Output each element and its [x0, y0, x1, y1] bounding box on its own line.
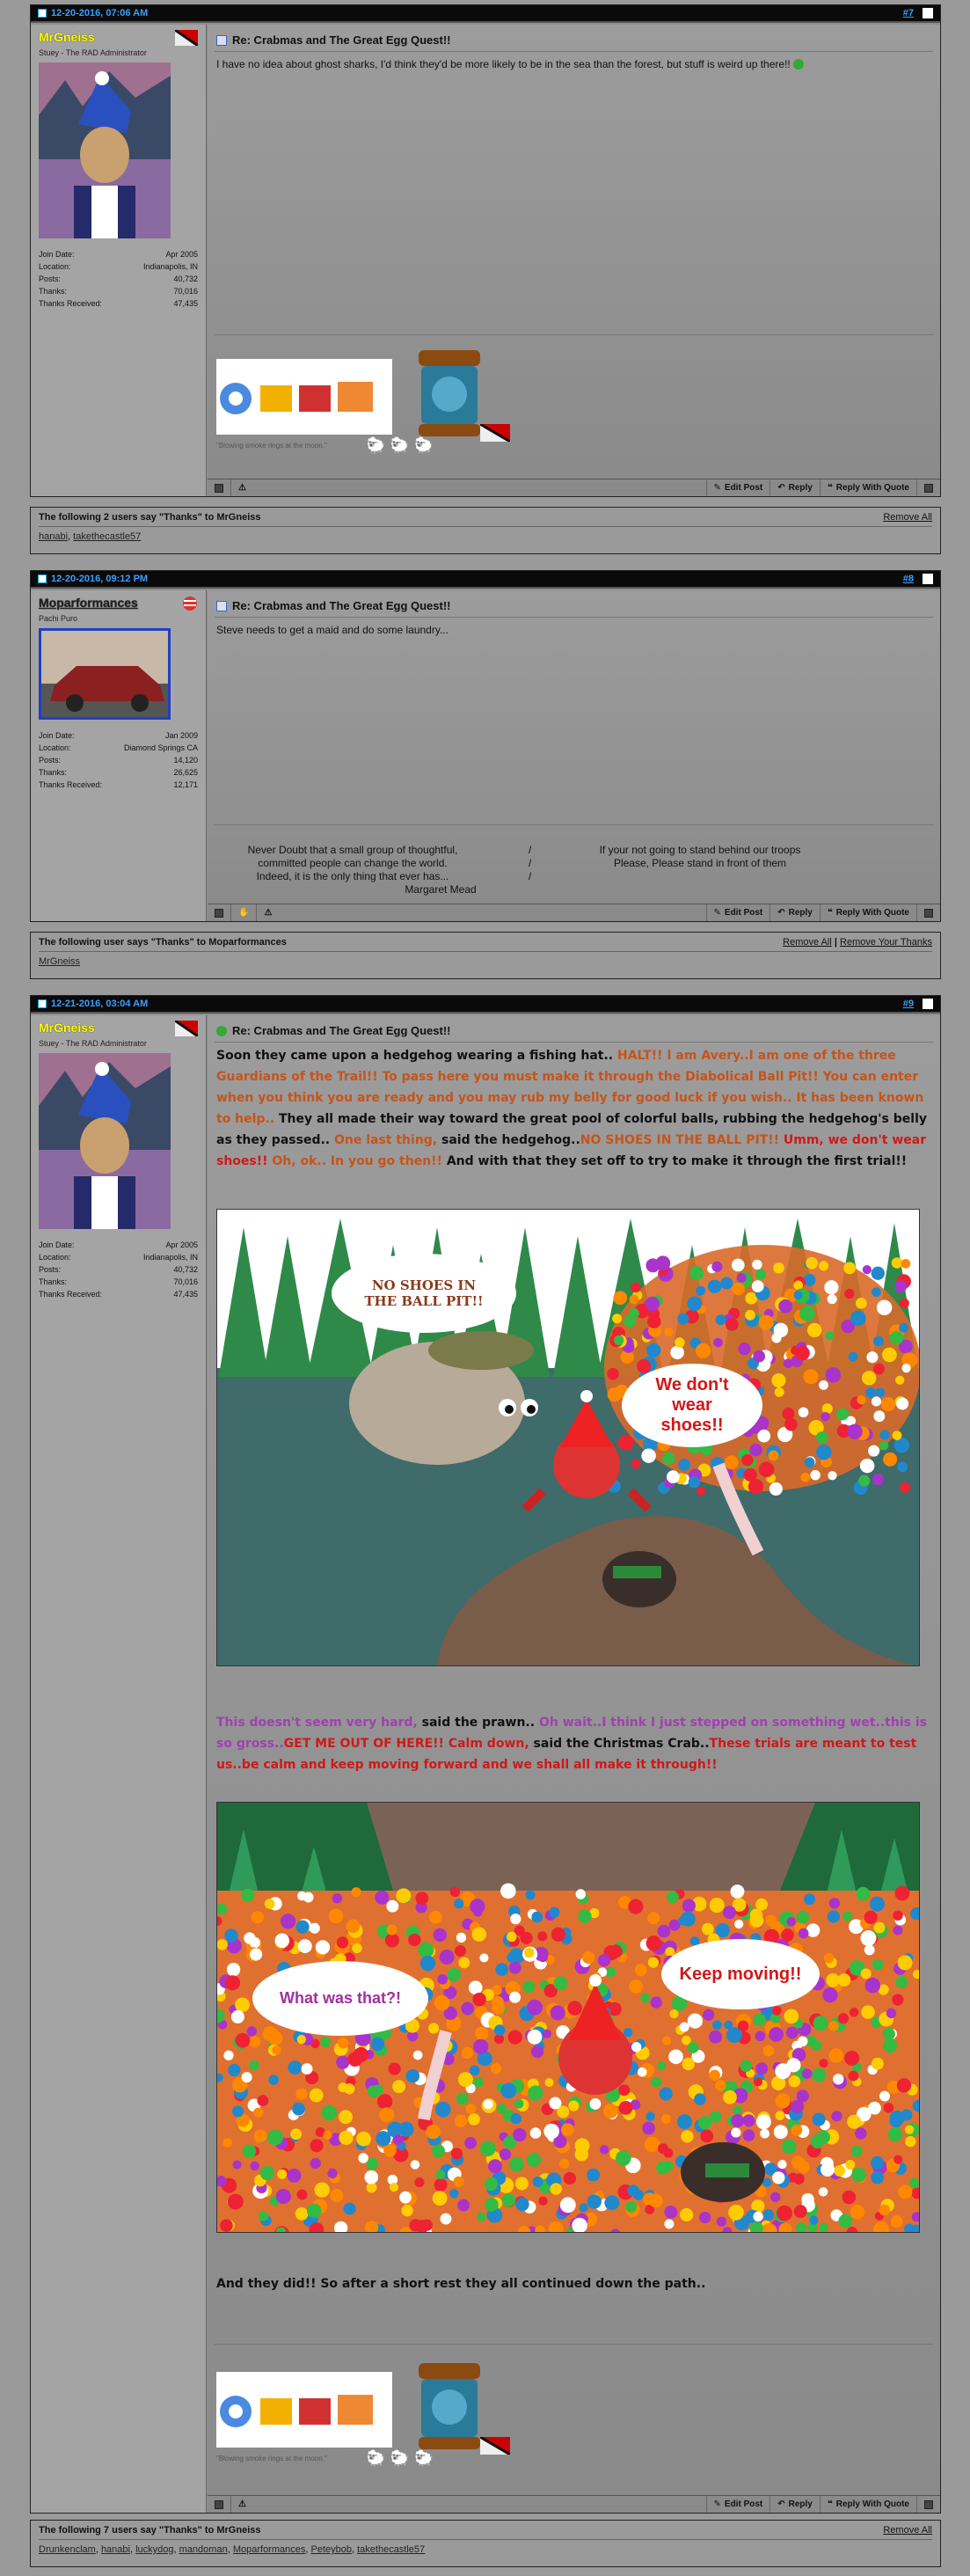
- thanks-user-link[interactable]: hanabi: [39, 531, 69, 542]
- post-9: [30, 995, 941, 2514]
- signature-banner: [216, 2372, 392, 2448]
- thanks-names: hanabi, takethecastle57: [39, 531, 142, 542]
- smiley-icon: [793, 59, 804, 70]
- post-icon: [38, 999, 47, 1008]
- user-title: Pachi Puro: [39, 614, 78, 623]
- report-icon[interactable]: [208, 904, 230, 921]
- jar-image: [414, 2363, 485, 2451]
- speech-bubble: What was that?!: [252, 1961, 428, 2036]
- post-footer: [208, 904, 940, 921]
- thanks-names: [39, 956, 932, 967]
- signature-line: Please, Please stand in front of them: [613, 857, 787, 869]
- post-8: [30, 570, 941, 922]
- smiley-icon: [216, 1026, 227, 1036]
- signature-banner: [216, 359, 392, 435]
- user-stats: [39, 1239, 198, 1300]
- post-number-link[interactable]: #9: [902, 998, 914, 1009]
- post-footer: [208, 479, 940, 496]
- post-title: Re: Crabmas and The Great Egg Quest!!: [232, 33, 451, 47]
- thanks-names: Drunkenclam, hanabi, luckydog, mandoman, Moparformances, Peteybob, takethecastle57: [39, 2544, 426, 2555]
- thanks-icon[interactable]: ✋: [230, 904, 256, 921]
- thanks-user-link[interactable]: hanabi: [100, 2544, 130, 2555]
- story-paragraph-1: Soon they came upon a hedgehog wearing a fishing hat.. HALT!! I am Avery..I am one of the three Guardians of the Trail!! To pass here you must make it through the Diabolical Ball Pit!! You can enter when you think you are ready and you may rub my belly for good luck if you wish.. It has been known to help.. They all made their way toward the great pool of colorful balls, rubbing the hedgehog's belly as they passed.. One last thing, said the hedgehog..NO SHOES IN THE BALL PIT!! Umm, we don't wear shoes!! Oh, ok.. In you go then!! And with that they set off to try to make it through the first trial!!: [216, 1049, 927, 1168]
- reply-with-quote-button[interactable]: ❝ Reply With Quote: [820, 479, 916, 496]
- document-icon: [216, 601, 227, 611]
- sheep-icons: 🐑 🐑 🐑: [366, 436, 434, 454]
- post-header: [31, 571, 940, 589]
- reply-button[interactable]: ↶ Reply: [769, 479, 820, 496]
- post-body: [208, 25, 940, 496]
- flag-icon: [480, 424, 510, 442]
- flag-icon: [175, 30, 198, 46]
- thanks-user-link[interactable]: mandoman: [179, 2544, 228, 2555]
- stat-row: Thanks Received: 47,435: [39, 1290, 198, 1299]
- remove-all-link[interactable]: Remove All: [883, 512, 932, 523]
- remove-all-link[interactable]: Remove All: [783, 937, 832, 948]
- post-header: [31, 996, 940, 1014]
- thanks-text: The following 2 users say "Thanks" to MrGneiss: [39, 512, 261, 523]
- document-icon: [216, 35, 227, 46]
- signature-caption: "Blowing smoke rings at the moon.": [216, 442, 327, 450]
- thanks-box: [30, 507, 941, 554]
- edit-post-button[interactable]: ✎ Edit Post: [706, 479, 770, 496]
- user-stats: [39, 729, 198, 791]
- speech-bubble: We don't wear shoes!!: [622, 1364, 762, 1447]
- stat-row: Join Date: Jan 2009: [39, 731, 198, 740]
- post-title: Re: Crabmas and The Great Egg Quest!!: [232, 1024, 451, 1037]
- post-body: [208, 1015, 940, 2513]
- stat-row: Location: Indianapolis, IN: [39, 262, 198, 271]
- reply-button[interactable]: ↶ Reply: [769, 904, 820, 921]
- stat-row: Join Date: Apr 2005: [39, 250, 198, 259]
- signature-line: If your not going to stand behind our troops: [599, 844, 801, 856]
- edit-post-button[interactable]: ✎ Edit Post: [706, 904, 770, 921]
- signature-line: Never Doubt that a small group of thoughtful,: [247, 844, 458, 856]
- report-icon[interactable]: [208, 2496, 230, 2513]
- stat-row: Thanks Received: 47,435: [39, 299, 198, 308]
- select-checkbox[interactable]: [923, 8, 933, 18]
- stat-row: Location: Diamond Springs CA: [39, 743, 198, 752]
- post-date: 12-20-2016, 09:12 PM: [51, 574, 149, 584]
- avatar[interactable]: [39, 1053, 171, 1229]
- stat-row: Join Date: Apr 2005: [39, 1240, 198, 1249]
- post-body: Re: Crabmas and The Great Egg Quest!! Steve needs to get a maid and do some laundry... Never Doubt that a small group of thoughtful, committed people can change the world. Indeed, it is the only thing that ever has... Margaret Mead / / / If your not going to stand behind our troops Please, Please stand in front of them ✋ ⚠ ✎ Edit Post ↶ Reply ❝ Reply With Quote: [208, 590, 940, 921]
- jar-image: [414, 350, 485, 438]
- thanks-user-link[interactable]: takethecastle57: [73, 531, 142, 542]
- remove-your-thanks-link[interactable]: Remove Your Thanks: [840, 937, 932, 948]
- post-footer: [208, 2495, 940, 2513]
- thanks-box: [30, 2520, 941, 2567]
- post-7: [30, 4, 941, 497]
- post-number-link[interactable]: #7: [902, 7, 914, 18]
- user-stats: [39, 248, 198, 310]
- stat-row: Location: Indianapolis, IN: [39, 1253, 198, 1262]
- avatar[interactable]: [39, 628, 171, 720]
- post-date: 12-21-2016, 03:04 AM: [51, 999, 149, 1009]
- post-date: 12-20-2016, 07:06 AM: [51, 8, 149, 18]
- post-message: Steve needs to get a maid and do some laundry...: [216, 624, 449, 636]
- stat-row: Thanks: 70,016: [39, 1277, 198, 1286]
- avatar[interactable]: [39, 62, 171, 238]
- speech-bubble: NO SHOES IN THE BALL PIT!!: [332, 1254, 516, 1333]
- thanks-box: The following user says "Thanks" to Moparformances Remove All | Remove Your Thanks MrGneiss: [30, 932, 941, 979]
- signature-line: committed people can change the world.: [258, 857, 448, 869]
- story-image-ball-pit: [216, 1802, 920, 2233]
- select-checkbox[interactable]: [923, 574, 933, 584]
- remove-all-link[interactable]: Remove All: [883, 2525, 932, 2536]
- user-title: Stuey - The RAD Administrator: [39, 48, 147, 57]
- stat-row: Thanks: 26,625: [39, 768, 198, 777]
- multiquote-button[interactable]: [916, 2496, 940, 2513]
- thanks-text: The following 7 users say "Thanks" to MrGneiss: [39, 2525, 261, 2536]
- reply-with-quote-button[interactable]: ❝ Reply With Quote: [820, 2496, 916, 2513]
- post-title: Re: Crabmas and The Great Egg Quest!!: [232, 599, 451, 612]
- stat-row: Posts: 14,120: [39, 756, 198, 765]
- edit-post-button[interactable]: ✎ Edit Post: [706, 2496, 770, 2513]
- signature-caption: "Blowing smoke rings at the moon.": [216, 2455, 327, 2463]
- speech-bubble: Keep moving!!: [661, 1939, 820, 2009]
- post-icon: [38, 574, 47, 583]
- warn-icon[interactable]: ⚠: [230, 479, 253, 496]
- username-link[interactable]: MrGneiss: [39, 30, 95, 44]
- select-checkbox[interactable]: [923, 999, 933, 1009]
- thanks-user-link[interactable]: MrGneiss: [39, 956, 81, 967]
- user-sidebar: [31, 590, 207, 921]
- post-header: [31, 5, 940, 23]
- post-number-link[interactable]: #8: [902, 573, 914, 584]
- thanks-user-link[interactable]: Moparformances: [232, 2544, 306, 2555]
- warn-icon[interactable]: ⚠: [256, 904, 279, 921]
- multiquote-button[interactable]: [916, 904, 940, 921]
- flag-icon: [182, 596, 198, 611]
- thanks-user-link[interactable]: Drunkenclam: [39, 2544, 96, 2555]
- reply-button[interactable]: ↶ Reply: [769, 2496, 820, 2513]
- username-link[interactable]: Moparformances: [39, 596, 138, 610]
- multiquote-button[interactable]: [916, 479, 940, 496]
- flag-icon: [480, 2437, 510, 2455]
- stat-row: Posts: 40,732: [39, 1265, 198, 1274]
- flag-icon: [175, 1021, 198, 1036]
- story-image-hedgehog: [216, 1209, 920, 1666]
- stat-row: Posts: 40,732: [39, 274, 198, 283]
- story-paragraph-2: This doesn't seem very hard, said the prawn.. Oh wait..I think I just stepped on something wet..this is so gross..GET ME OUT OF HERE!! Calm down, said the Christmas Crab..These trials are meant to test us..be calm and keep moving forward and we shall all make it through!!: [216, 1716, 927, 1772]
- user-title: Stuey - The RAD Administrator: [39, 1039, 147, 1048]
- user-sidebar: [31, 25, 207, 496]
- signature-line: Margaret Mead: [405, 883, 477, 896]
- username-link[interactable]: MrGneiss: [39, 1021, 95, 1035]
- story-paragraph-3: And they did!! So after a short rest they all continued down the path..: [216, 2277, 706, 2291]
- post-message: I have no idea about ghost sharks, I'd think they'd be more likely to be in the sea than the forest, but stuff is weird up there!!: [216, 58, 931, 70]
- report-icon[interactable]: [208, 479, 230, 496]
- signature-line: Indeed, it is the only thing that ever has...: [256, 870, 449, 882]
- post-icon: [38, 9, 47, 18]
- thanks-text: The following user says "Thanks" to Moparformances: [39, 937, 287, 948]
- reply-with-quote-button[interactable]: ❝ Reply With Quote: [820, 904, 916, 921]
- thanks-user-link[interactable]: Peteybob: [310, 2544, 352, 2555]
- thanks-user-link[interactable]: luckydog: [135, 2544, 174, 2555]
- stat-row: Thanks Received: 12,171: [39, 780, 198, 789]
- warn-icon[interactable]: ⚠: [230, 2496, 253, 2513]
- sheep-icons: 🐑 🐑 🐑: [366, 2449, 434, 2467]
- user-sidebar: [31, 1015, 207, 2513]
- forest-scene: [217, 1210, 920, 1666]
- thanks-user-link[interactable]: takethecastle57: [357, 2544, 426, 2555]
- stat-row: Thanks: 70,016: [39, 287, 198, 296]
